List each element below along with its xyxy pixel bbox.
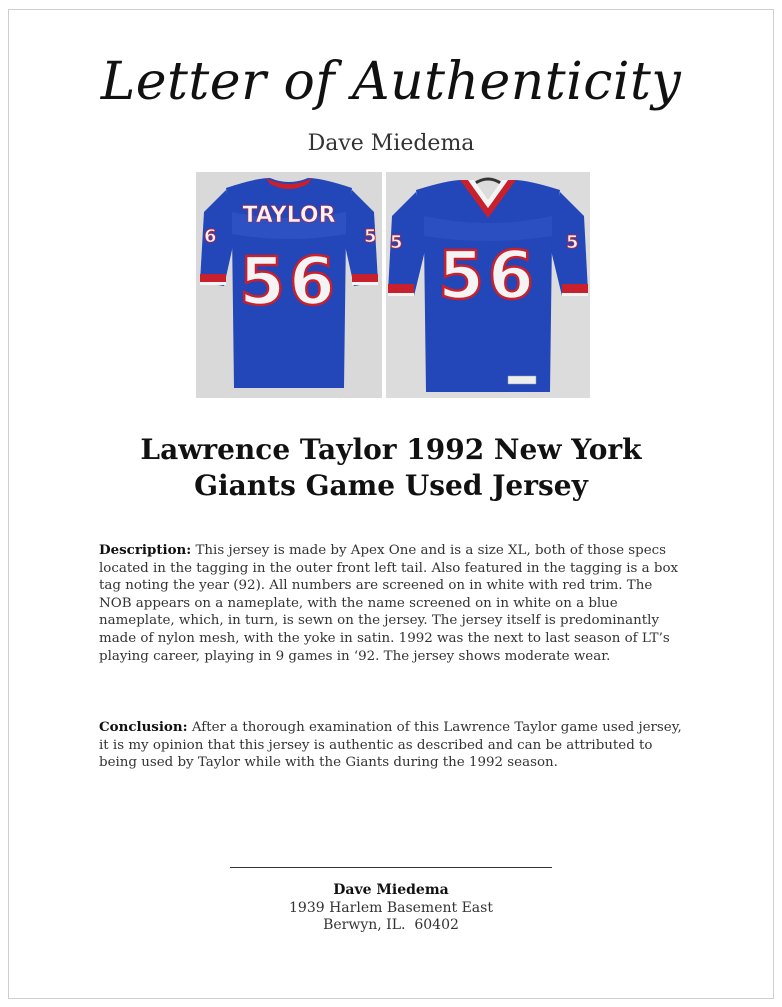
svg-text:5: 5	[390, 232, 403, 253]
authenticator-name: Dave Miedema	[307, 131, 475, 156]
item-title	[0, 432, 782, 504]
jersey-back-photo	[196, 172, 382, 398]
front-number: 56	[438, 237, 538, 314]
signature-rule	[230, 867, 552, 868]
svg-text:5: 5	[364, 226, 377, 247]
back-nameplate: TAYLOR	[242, 203, 336, 228]
description-label: Description:	[99, 542, 192, 558]
page-border	[8, 9, 774, 999]
jersey-back-illustration	[196, 172, 382, 398]
letter-title: Letter of Authenticity	[100, 52, 682, 112]
signature-block	[0, 882, 782, 935]
svg-text:6: 6	[204, 226, 217, 247]
back-number: 56	[239, 243, 339, 320]
description-text: This jersey is made by Apex One and is a size XL, both of those specs located in the tagging in the outer front left tail. Also featured in the tagging is a box tag noting the year (92). All numbers are screened on in white with red trim. The NOB appears on a nameplate, with the name screened on in white on a blue nameplate, which, in turn, is sewn on the jersey. The jersey itself is predominantly made of nylon mesh, with the yoke in satin. 1992 was the next to last season of LT’s playing career, playing in 9 games in ‘92. The jersey shows moderate wear.	[99, 543, 679, 664]
address-line-1: 1939 Harlem Basement East	[289, 899, 493, 916]
item-title-line-1: Lawrence Taylor 1992 New York	[140, 433, 642, 466]
item-title-line-2: Giants Game Used Jersey	[194, 469, 588, 502]
signature-name: Dave Miedema	[333, 882, 449, 898]
jersey-front-illustration	[386, 172, 590, 398]
svg-text:5: 5	[566, 232, 579, 253]
conclusion-text: After a thorough examination of this Lawrence Taylor game used jersey, it is my opinion that this jersey is authentic as described and can be attributed to being used by Taylor while with the Giants during the 1992 season.	[99, 720, 682, 771]
signature-line	[230, 853, 552, 868]
description-paragraph	[99, 542, 684, 665]
conclusion-label: Conclusion:	[99, 719, 188, 735]
address-line-2: Berwyn, IL. 60402	[323, 917, 459, 933]
jersey-front-photo	[386, 172, 590, 398]
conclusion-paragraph	[99, 719, 684, 772]
